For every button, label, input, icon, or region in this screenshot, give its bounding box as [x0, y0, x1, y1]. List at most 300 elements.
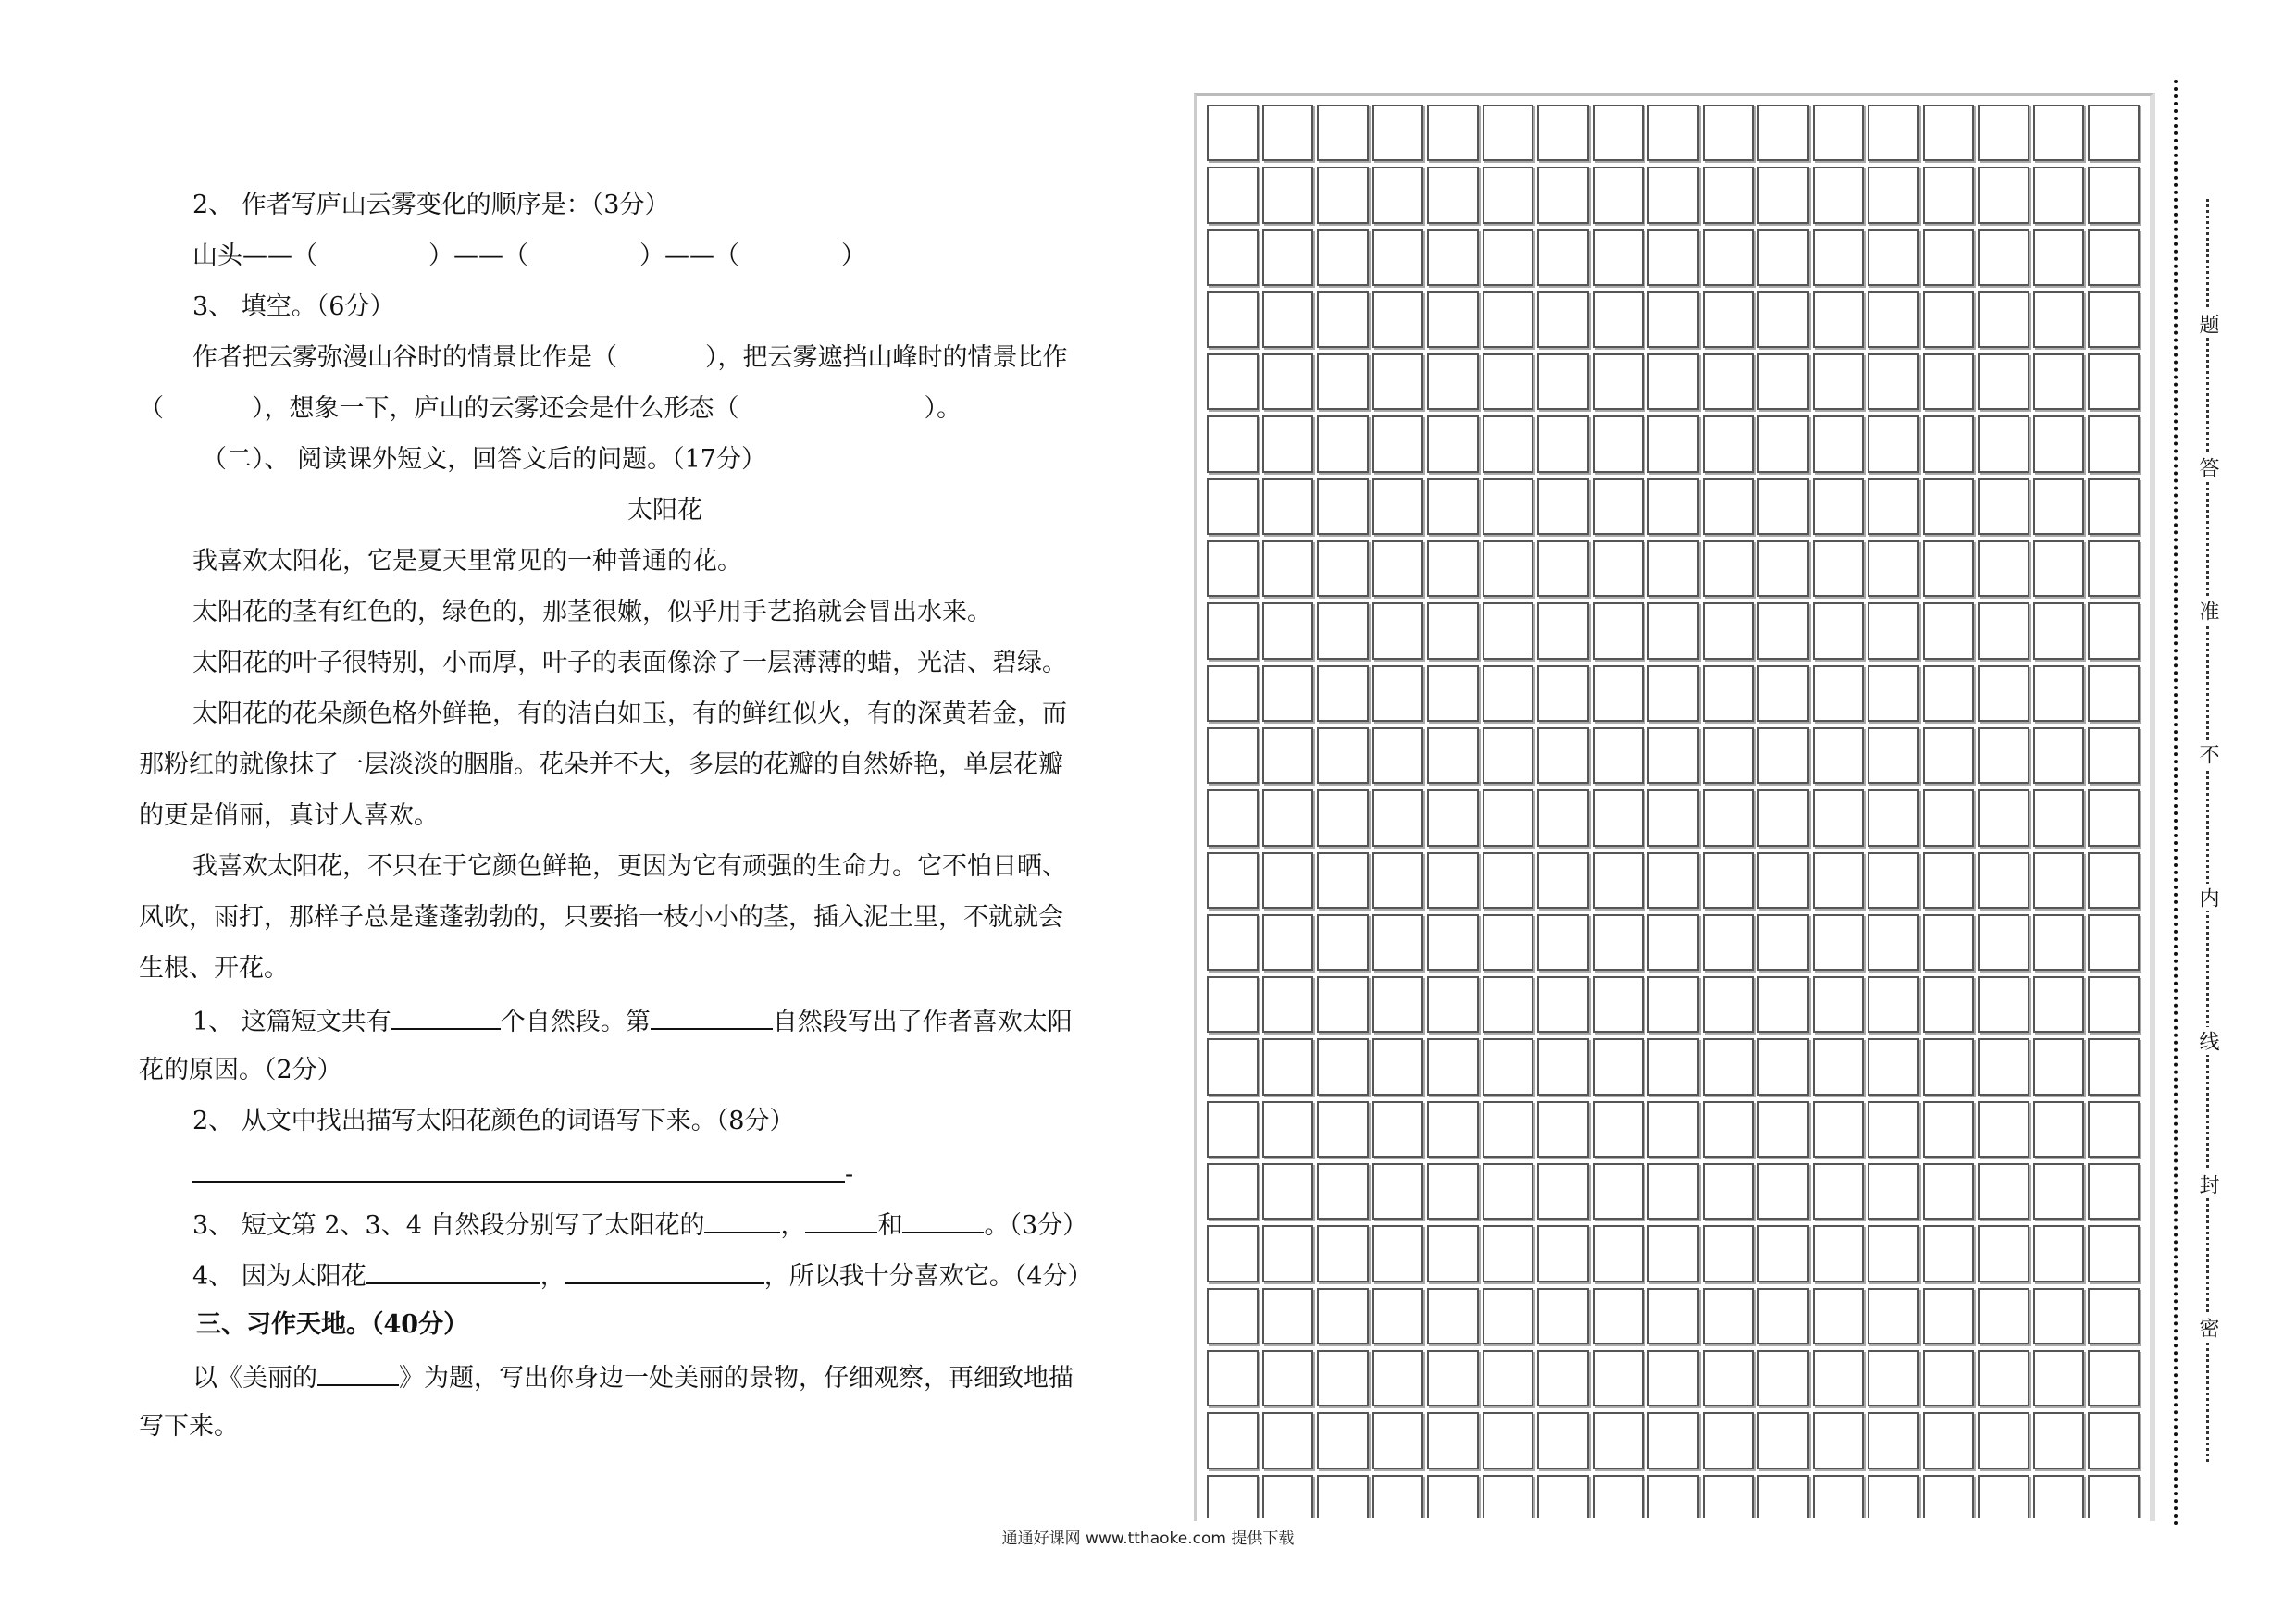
grid-cell[interactable]: [1923, 1101, 1975, 1158]
grid-cell[interactable]: [1372, 1163, 1424, 1220]
grid-cell[interactable]: [1757, 1475, 1809, 1518]
grid-cell[interactable]: [1207, 1038, 1259, 1095]
grid-cell[interactable]: [1813, 976, 1865, 1033]
grid-cell[interactable]: [1757, 540, 1809, 597]
grid-cell[interactable]: [1923, 105, 1975, 161]
grid-cell[interactable]: [1537, 1225, 1589, 1282]
grid-cell[interactable]: [1813, 291, 1865, 348]
grid-cell[interactable]: [1483, 1038, 1534, 1095]
grid-cell[interactable]: [1757, 291, 1809, 348]
grid-cell[interactable]: [1372, 1038, 1424, 1095]
grid-cell[interactable]: [1757, 478, 1809, 535]
grid-cell[interactable]: [1483, 789, 1534, 846]
grid-cell[interactable]: [1483, 665, 1534, 722]
grid-cell[interactable]: [1262, 1038, 1314, 1095]
grid-cell[interactable]: [1593, 665, 1644, 722]
grid-cell[interactable]: [1537, 1288, 1589, 1344]
grid-cell[interactable]: [1262, 105, 1314, 161]
grid-cell[interactable]: [1868, 789, 1919, 846]
grid-cell[interactable]: [1427, 976, 1479, 1033]
grid-cell[interactable]: [1978, 976, 2029, 1033]
grid-cell[interactable]: [1703, 1225, 1755, 1282]
grid-cell[interactable]: [2088, 727, 2140, 784]
grid-cell[interactable]: [1978, 353, 2029, 410]
grid-cell[interactable]: [2088, 478, 2140, 535]
grid-cell[interactable]: [1647, 602, 1699, 659]
grid-cell[interactable]: [2088, 1101, 2140, 1158]
grid-cell[interactable]: [1317, 1163, 1369, 1220]
grid-cell[interactable]: [2088, 229, 2140, 286]
grid-cell[interactable]: [1593, 540, 1644, 597]
grid-cell[interactable]: [1593, 789, 1644, 846]
grid-cell[interactable]: [1262, 789, 1314, 846]
grid-cell[interactable]: [1317, 353, 1369, 410]
grid-cell[interactable]: [1537, 167, 1589, 223]
grid-cell[interactable]: [1427, 167, 1479, 223]
answer-blank[interactable]: [704, 1208, 780, 1233]
grid-cell[interactable]: [2088, 291, 2140, 348]
grid-cell[interactable]: [2088, 914, 2140, 971]
grid-cell[interactable]: [1207, 1225, 1259, 1282]
grid-cell[interactable]: [1483, 353, 1534, 410]
grid-cell[interactable]: [1593, 1412, 1644, 1468]
grid-cell[interactable]: [2033, 1412, 2085, 1468]
grid-cell[interactable]: [2088, 1163, 2140, 1220]
grid-cell[interactable]: [1593, 415, 1644, 472]
grid-cell[interactable]: [1262, 1225, 1314, 1282]
grid-cell[interactable]: [1207, 1350, 1259, 1406]
grid-cell[interactable]: [1537, 1038, 1589, 1095]
grid-cell[interactable]: [1317, 167, 1369, 223]
grid-cell[interactable]: [1813, 727, 1865, 784]
grid-cell[interactable]: [1813, 789, 1865, 846]
grid-cell[interactable]: [2033, 1038, 2085, 1095]
grid-cell[interactable]: [2033, 353, 2085, 410]
grid-cell[interactable]: [1978, 914, 2029, 971]
answer-blank[interactable]: [391, 1004, 501, 1030]
grid-cell[interactable]: [1757, 105, 1809, 161]
grid-cell[interactable]: [1923, 727, 1975, 784]
grid-cell[interactable]: [1317, 478, 1369, 535]
grid-cell[interactable]: [2033, 291, 2085, 348]
grid-cell[interactable]: [1537, 1412, 1589, 1468]
grid-cell[interactable]: [1647, 415, 1699, 472]
grid-cell[interactable]: [1207, 229, 1259, 286]
grid-cell[interactable]: [1262, 1475, 1314, 1518]
grid-cell[interactable]: [1207, 727, 1259, 784]
grid-cell[interactable]: [1317, 229, 1369, 286]
grid-cell[interactable]: [1978, 602, 2029, 659]
grid-cell[interactable]: [1427, 914, 1479, 971]
grid-cell[interactable]: [1647, 1350, 1699, 1406]
grid-cell[interactable]: [1757, 852, 1809, 909]
grid-cell[interactable]: [1647, 1412, 1699, 1468]
grid-cell[interactable]: [1978, 415, 2029, 472]
grid-cell[interactable]: [1537, 540, 1589, 597]
grid-cell[interactable]: [1647, 1101, 1699, 1158]
grid-cell[interactable]: [1703, 1350, 1755, 1406]
grid-cell[interactable]: [1207, 1475, 1259, 1518]
grid-cell[interactable]: [1372, 478, 1424, 535]
grid-cell[interactable]: [1757, 353, 1809, 410]
grid-cell[interactable]: [1647, 478, 1699, 535]
grid-cell[interactable]: [1483, 540, 1534, 597]
grid-cell[interactable]: [2088, 167, 2140, 223]
grid-cell[interactable]: [2088, 353, 2140, 410]
answer-blank[interactable]: [317, 1360, 399, 1386]
grid-cell[interactable]: [1207, 665, 1259, 722]
grid-cell[interactable]: [1427, 1038, 1479, 1095]
grid-cell[interactable]: [1427, 1412, 1479, 1468]
grid-cell[interactable]: [1703, 540, 1755, 597]
grid-cell[interactable]: [2033, 1350, 2085, 1406]
grid-cell[interactable]: [1647, 665, 1699, 722]
grid-cell[interactable]: [1537, 914, 1589, 971]
grid-cell[interactable]: [1207, 478, 1259, 535]
grid-cell[interactable]: [1207, 1412, 1259, 1468]
grid-cell[interactable]: [1923, 540, 1975, 597]
grid-cell[interactable]: [1537, 852, 1589, 909]
grid-cell[interactable]: [1757, 1288, 1809, 1344]
grid-cell[interactable]: [1593, 1475, 1644, 1518]
grid-cell[interactable]: [1372, 1475, 1424, 1518]
grid-cell[interactable]: [1647, 727, 1699, 784]
grid-cell[interactable]: [1813, 1038, 1865, 1095]
grid-cell[interactable]: [1427, 602, 1479, 659]
grid-cell[interactable]: [1647, 914, 1699, 971]
grid-cell[interactable]: [2088, 1475, 2140, 1518]
grid-cell[interactable]: [1537, 789, 1589, 846]
grid-cell[interactable]: [1317, 1225, 1369, 1282]
grid-cell[interactable]: [1813, 478, 1865, 535]
grid-cell[interactable]: [1757, 415, 1809, 472]
grid-cell[interactable]: [1813, 540, 1865, 597]
grid-cell[interactable]: [1483, 1101, 1534, 1158]
grid-cell[interactable]: [1923, 914, 1975, 971]
grid-cell[interactable]: [1813, 1163, 1865, 1220]
grid-cell[interactable]: [1207, 167, 1259, 223]
grid-cell[interactable]: [1923, 1412, 1975, 1468]
grid-cell[interactable]: [2033, 976, 2085, 1033]
grid-cell[interactable]: [1483, 602, 1534, 659]
grid-cell[interactable]: [1483, 976, 1534, 1033]
grid-cell[interactable]: [1372, 353, 1424, 410]
grid-cell[interactable]: [1757, 229, 1809, 286]
grid-cell[interactable]: [1593, 602, 1644, 659]
grid-cell[interactable]: [1317, 914, 1369, 971]
grid-cell[interactable]: [1647, 852, 1699, 909]
grid-cell[interactable]: [1207, 914, 1259, 971]
grid-cell[interactable]: [1813, 1101, 1865, 1158]
grid-cell[interactable]: [1372, 976, 1424, 1033]
grid-cell[interactable]: [1262, 852, 1314, 909]
grid-cell[interactable]: [1868, 415, 1919, 472]
grid-cell[interactable]: [2088, 852, 2140, 909]
grid-cell[interactable]: [1483, 1225, 1534, 1282]
grid-cell[interactable]: [1372, 1350, 1424, 1406]
grid-cell[interactable]: [1537, 976, 1589, 1033]
answer-blank[interactable]: [565, 1258, 764, 1284]
grid-cell[interactable]: [1703, 353, 1755, 410]
answer-blank[interactable]: [805, 1208, 877, 1233]
grid-cell[interactable]: [1703, 789, 1755, 846]
grid-cell[interactable]: [1537, 665, 1589, 722]
grid-cell[interactable]: [1868, 1412, 1919, 1468]
grid-cell[interactable]: [1372, 914, 1424, 971]
grid-cell[interactable]: [1978, 1038, 2029, 1095]
grid-cell[interactable]: [1703, 665, 1755, 722]
grid-cell[interactable]: [1757, 1350, 1809, 1406]
grid-cell[interactable]: [2033, 1225, 2085, 1282]
grid-cell[interactable]: [1868, 1163, 1919, 1220]
grid-cell[interactable]: [1868, 1350, 1919, 1406]
grid-cell[interactable]: [2033, 1288, 2085, 1344]
grid-cell[interactable]: [1593, 727, 1644, 784]
grid-cell[interactable]: [1537, 353, 1589, 410]
grid-cell[interactable]: [1978, 665, 2029, 722]
grid-cell[interactable]: [1703, 167, 1755, 223]
grid-cell[interactable]: [2033, 540, 2085, 597]
grid-cell[interactable]: [2088, 415, 2140, 472]
grid-cell[interactable]: [1372, 1225, 1424, 1282]
grid-cell[interactable]: [1427, 1163, 1479, 1220]
grid-cell[interactable]: [1703, 1101, 1755, 1158]
grid-cell[interactable]: [1868, 602, 1919, 659]
grid-cell[interactable]: [1868, 914, 1919, 971]
grid-cell[interactable]: [1372, 602, 1424, 659]
grid-cell[interactable]: [2088, 976, 2140, 1033]
grid-cell[interactable]: [1593, 353, 1644, 410]
grid-cell[interactable]: [1868, 976, 1919, 1033]
grid-cell[interactable]: [1923, 353, 1975, 410]
grid-cell[interactable]: [1537, 105, 1589, 161]
grid-cell[interactable]: [1978, 789, 2029, 846]
grid-cell[interactable]: [1372, 665, 1424, 722]
grid-cell[interactable]: [1978, 105, 2029, 161]
grid-cell[interactable]: [1978, 1288, 2029, 1344]
grid-cell[interactable]: [1593, 852, 1644, 909]
grid-cell[interactable]: [1317, 415, 1369, 472]
grid-cell[interactable]: [1483, 415, 1534, 472]
grid-cell[interactable]: [1813, 1475, 1865, 1518]
grid-cell[interactable]: [1757, 665, 1809, 722]
grid-cell[interactable]: [1757, 914, 1809, 971]
grid-cell[interactable]: [1593, 1288, 1644, 1344]
grid-cell[interactable]: [1372, 105, 1424, 161]
grid-cell[interactable]: [1372, 291, 1424, 348]
grid-cell[interactable]: [1593, 478, 1644, 535]
grid-cell[interactable]: [1923, 1225, 1975, 1282]
grid-cell[interactable]: [1207, 789, 1259, 846]
grid-cell[interactable]: [2033, 1101, 2085, 1158]
grid-cell[interactable]: [1593, 1350, 1644, 1406]
grid-cell[interactable]: [2088, 540, 2140, 597]
grid-cell[interactable]: [1978, 1163, 2029, 1220]
grid-cell[interactable]: [1372, 167, 1424, 223]
grid-cell[interactable]: [1372, 852, 1424, 909]
grid-cell[interactable]: [1647, 229, 1699, 286]
grid-cell[interactable]: [1262, 976, 1314, 1033]
grid-cell[interactable]: [1978, 852, 2029, 909]
grid-cell[interactable]: [1703, 1288, 1755, 1344]
grid-cell[interactable]: [1868, 540, 1919, 597]
grid-cell[interactable]: [1483, 852, 1534, 909]
grid-cell[interactable]: [1317, 1038, 1369, 1095]
grid-cell[interactable]: [1427, 1288, 1479, 1344]
grid-cell[interactable]: [1923, 415, 1975, 472]
grid-cell[interactable]: [1923, 789, 1975, 846]
grid-cell[interactable]: [1262, 540, 1314, 597]
grid-cell[interactable]: [2088, 1350, 2140, 1406]
grid-cell[interactable]: [1207, 1163, 1259, 1220]
grid-cell[interactable]: [1593, 229, 1644, 286]
grid-cell[interactable]: [1262, 665, 1314, 722]
grid-cell[interactable]: [2033, 727, 2085, 784]
grid-cell[interactable]: [1427, 229, 1479, 286]
grid-cell[interactable]: [1757, 1225, 1809, 1282]
grid-cell[interactable]: [2033, 665, 2085, 722]
grid-cell[interactable]: [1703, 229, 1755, 286]
grid-cell[interactable]: [1703, 1412, 1755, 1468]
grid-cell[interactable]: [1427, 789, 1479, 846]
grid-cell[interactable]: [1207, 852, 1259, 909]
grid-cell[interactable]: [1978, 478, 2029, 535]
grid-cell[interactable]: [1923, 291, 1975, 348]
grid-cell[interactable]: [2033, 914, 2085, 971]
grid-cell[interactable]: [1868, 105, 1919, 161]
grid-cell[interactable]: [1317, 852, 1369, 909]
grid-cell[interactable]: [1757, 167, 1809, 223]
grid-cell[interactable]: [1207, 105, 1259, 161]
grid-cell[interactable]: [1317, 602, 1369, 659]
grid-cell[interactable]: [1703, 914, 1755, 971]
grid-cell[interactable]: [1483, 291, 1534, 348]
grid-cell[interactable]: [2033, 1163, 2085, 1220]
grid-cell[interactable]: [1262, 727, 1314, 784]
grid-cell[interactable]: [1317, 1350, 1369, 1406]
grid-cell[interactable]: [1317, 291, 1369, 348]
grid-cell[interactable]: [1757, 1163, 1809, 1220]
grid-cell[interactable]: [1978, 229, 2029, 286]
grid-cell[interactable]: [1427, 478, 1479, 535]
grid-cell[interactable]: [1317, 976, 1369, 1033]
grid-cell[interactable]: [1868, 167, 1919, 223]
grid-cell[interactable]: [1537, 1475, 1589, 1518]
grid-cell[interactable]: [1427, 1225, 1479, 1282]
grid-cell[interactable]: [1207, 540, 1259, 597]
grid-cell[interactable]: [1593, 1101, 1644, 1158]
grid-cell[interactable]: [1923, 852, 1975, 909]
grid-cell[interactable]: [1923, 1038, 1975, 1095]
grid-cell[interactable]: [1262, 1101, 1314, 1158]
grid-cell[interactable]: [1868, 665, 1919, 722]
grid-cell[interactable]: [1427, 1475, 1479, 1518]
grid-cell[interactable]: [1868, 1288, 1919, 1344]
grid-cell[interactable]: [1537, 478, 1589, 535]
grid-cell[interactable]: [1317, 789, 1369, 846]
grid-cell[interactable]: [1703, 602, 1755, 659]
grid-cell[interactable]: [1262, 415, 1314, 472]
grid-cell[interactable]: [1207, 976, 1259, 1033]
grid-cell[interactable]: [1537, 602, 1589, 659]
grid-cell[interactable]: [1703, 727, 1755, 784]
grid-cell[interactable]: [1483, 1475, 1534, 1518]
grid-cell[interactable]: [1427, 105, 1479, 161]
grid-cell[interactable]: [1262, 291, 1314, 348]
grid-cell[interactable]: [1647, 1288, 1699, 1344]
grid-cell[interactable]: [1317, 665, 1369, 722]
grid-cell[interactable]: [1868, 353, 1919, 410]
grid-cell[interactable]: [1262, 914, 1314, 971]
grid-cell[interactable]: [2088, 1225, 2140, 1282]
grid-cell[interactable]: [1868, 1038, 1919, 1095]
grid-cell[interactable]: [1813, 415, 1865, 472]
grid-cell[interactable]: [2088, 789, 2140, 846]
grid-cell[interactable]: [1207, 415, 1259, 472]
grid-cell[interactable]: [1923, 167, 1975, 223]
grid-cell[interactable]: [1483, 229, 1534, 286]
grid-cell[interactable]: [1537, 1350, 1589, 1406]
grid-cell[interactable]: [1427, 727, 1479, 784]
grid-cell[interactable]: [2033, 167, 2085, 223]
grid-cell[interactable]: [1703, 105, 1755, 161]
grid-cell[interactable]: [1593, 1225, 1644, 1282]
grid-cell[interactable]: [1483, 727, 1534, 784]
grid-cell[interactable]: [1647, 1038, 1699, 1095]
grid-cell[interactable]: [2088, 105, 2140, 161]
grid-cell[interactable]: [1647, 353, 1699, 410]
grid-cell[interactable]: [1647, 1163, 1699, 1220]
grid-cell[interactable]: [1593, 1163, 1644, 1220]
grid-cell[interactable]: [1593, 167, 1644, 223]
grid-cell[interactable]: [1868, 291, 1919, 348]
grid-cell[interactable]: [1813, 1225, 1865, 1282]
grid-cell[interactable]: [1868, 1225, 1919, 1282]
grid-cell[interactable]: [1647, 105, 1699, 161]
grid-cell[interactable]: [1813, 852, 1865, 909]
grid-cell[interactable]: [1757, 1101, 1809, 1158]
grid-cell[interactable]: [2033, 229, 2085, 286]
answer-blank[interactable]: [366, 1258, 540, 1284]
grid-cell[interactable]: [1427, 291, 1479, 348]
grid-cell[interactable]: [1813, 665, 1865, 722]
grid-cell[interactable]: [2033, 478, 2085, 535]
answer-blank[interactable]: [192, 1157, 845, 1183]
grid-cell[interactable]: [1593, 291, 1644, 348]
grid-cell[interactable]: [1372, 1288, 1424, 1344]
grid-cell[interactable]: [1978, 1101, 2029, 1158]
grid-cell[interactable]: [1813, 229, 1865, 286]
grid-cell[interactable]: [1923, 602, 1975, 659]
grid-cell[interactable]: [1703, 1163, 1755, 1220]
grid-cell[interactable]: [1372, 789, 1424, 846]
grid-cell[interactable]: [1923, 665, 1975, 722]
grid-cell[interactable]: [1593, 1038, 1644, 1095]
grid-cell[interactable]: [1427, 1350, 1479, 1406]
grid-cell[interactable]: [1923, 1475, 1975, 1518]
grid-cell[interactable]: [1207, 1288, 1259, 1344]
grid-cell[interactable]: [1537, 1163, 1589, 1220]
grid-cell[interactable]: [1813, 1412, 1865, 1468]
grid-cell[interactable]: [1978, 1412, 2029, 1468]
grid-cell[interactable]: [1978, 727, 2029, 784]
grid-cell[interactable]: [1703, 976, 1755, 1033]
grid-cell[interactable]: [1262, 1350, 1314, 1406]
grid-cell[interactable]: [1978, 291, 2029, 348]
grid-cell[interactable]: [1483, 1412, 1534, 1468]
grid-cell[interactable]: [1483, 1288, 1534, 1344]
grid-cell[interactable]: [1372, 229, 1424, 286]
